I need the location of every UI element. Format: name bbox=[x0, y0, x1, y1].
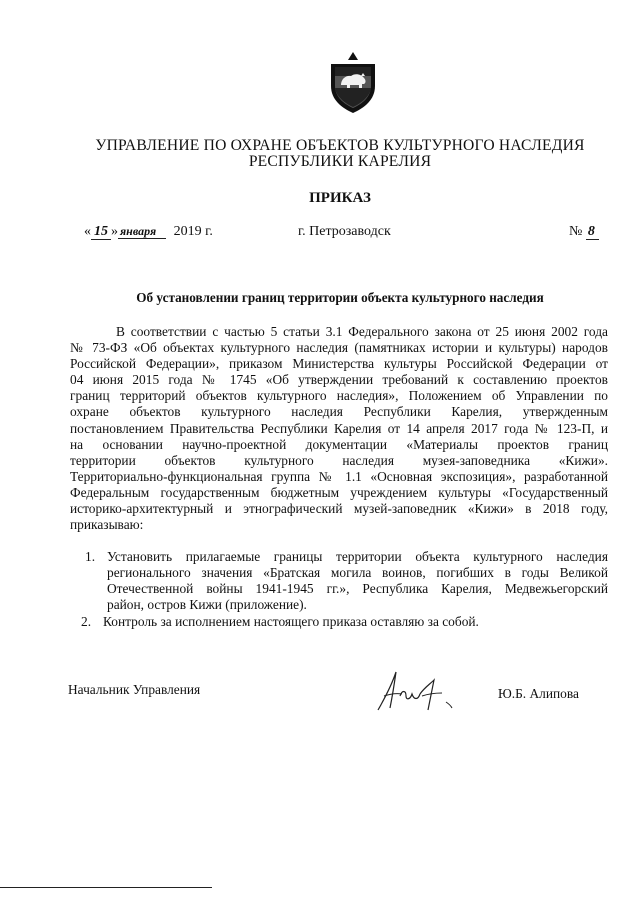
body-line: границ территорий объектов культурного наследия», Положением об Управлении по bbox=[70, 388, 608, 404]
document-type-title: ПРИКАЗ bbox=[309, 190, 371, 206]
list-item bbox=[81, 614, 608, 630]
list-item bbox=[85, 549, 608, 613]
body-paragraph bbox=[70, 324, 608, 533]
organization-name-line-1: УПРАВЛЕНИЕ ПО ОХРАНЕ ОБЪЕКТОВ КУЛЬТУРНОГО НАСЛЕДИЯ bbox=[95, 137, 585, 154]
body-line: Российской Федерации», приказом Министерства культуры Российской Федерации от bbox=[70, 356, 608, 372]
list-item-line: регионального значения «Братская могила воинов, погибших в годы Великой bbox=[107, 565, 608, 581]
body-line: охране объектов культурного наследия Республики Карелия, утвержденным bbox=[70, 404, 608, 420]
body-line: 04 июня 2015 года № 1745 «Об утверждении требований к составлению проектов bbox=[70, 372, 608, 388]
date-quote-close: » bbox=[111, 224, 118, 239]
order-city: г. Петрозаводск bbox=[298, 224, 391, 239]
order-number bbox=[569, 224, 599, 240]
footer-divider bbox=[0, 887, 212, 888]
list-item-number: 1. bbox=[85, 549, 96, 564]
body-line: Территориально-функциональная группа № 1.1 «Основная экспозиция», разработанной bbox=[70, 468, 608, 484]
list-item-line: район, остров Кижи (приложение). bbox=[107, 597, 307, 613]
body-line: постановлением Правительства Республики Карелия от 14 апреля 2017 года № 123-П, и bbox=[70, 420, 608, 436]
date-month: января bbox=[118, 224, 166, 239]
body-line: историко-архитектурный и этнографический музей-заповедник «Кижи» в 2018 году, bbox=[70, 501, 608, 517]
number-label: № bbox=[569, 224, 583, 239]
list-item-number: 2. bbox=[81, 614, 92, 630]
order-items-list bbox=[81, 549, 608, 631]
body-line: на основании научно-проектной документации «Материалы проектов границ bbox=[70, 436, 608, 452]
list-item-line: Контроль за исполнением настоящего приказа оставляю за собой. bbox=[103, 614, 479, 630]
body-line: приказываю: bbox=[70, 517, 144, 533]
date-year: 2019 г. bbox=[173, 224, 213, 239]
order-date bbox=[84, 224, 213, 240]
body-line: В соответствии с частью 5 статьи 3.1 Федерального закона от 25 июня 2002 года bbox=[116, 324, 608, 339]
signer-name: Ю.Б. Алипова bbox=[498, 686, 579, 701]
list-item-line: Установить прилагаемые границы территории объекта культурного наследия bbox=[107, 549, 608, 564]
date-day: 15 bbox=[91, 224, 111, 240]
organization-name-line-2: РЕСПУБЛИКИ КАРЕЛИЯ bbox=[248, 153, 432, 170]
document-heading: Об установлении границ территории объекта культурного наследия bbox=[136, 290, 544, 305]
list-item-line: Отечественной войны 1941-1945 гг.», Республика Карелия, Медвежьегорский bbox=[107, 581, 608, 597]
number-value: 8 bbox=[586, 224, 599, 240]
signer-title: Начальник Управления bbox=[68, 682, 201, 697]
date-quote-open: « bbox=[84, 224, 91, 239]
body-line: территории объектов культурного наследия музея-заповедника «Кижи». bbox=[70, 452, 608, 468]
signature-icon bbox=[372, 666, 468, 714]
coat-of-arms-icon bbox=[328, 52, 378, 114]
body-line: Федеральным государственным бюджетным учреждением культуры «Государственный bbox=[70, 484, 608, 500]
body-line: № 73-ФЗ «Об объектах культурного наследия (памятниках истории и культуры) народов bbox=[70, 340, 608, 356]
